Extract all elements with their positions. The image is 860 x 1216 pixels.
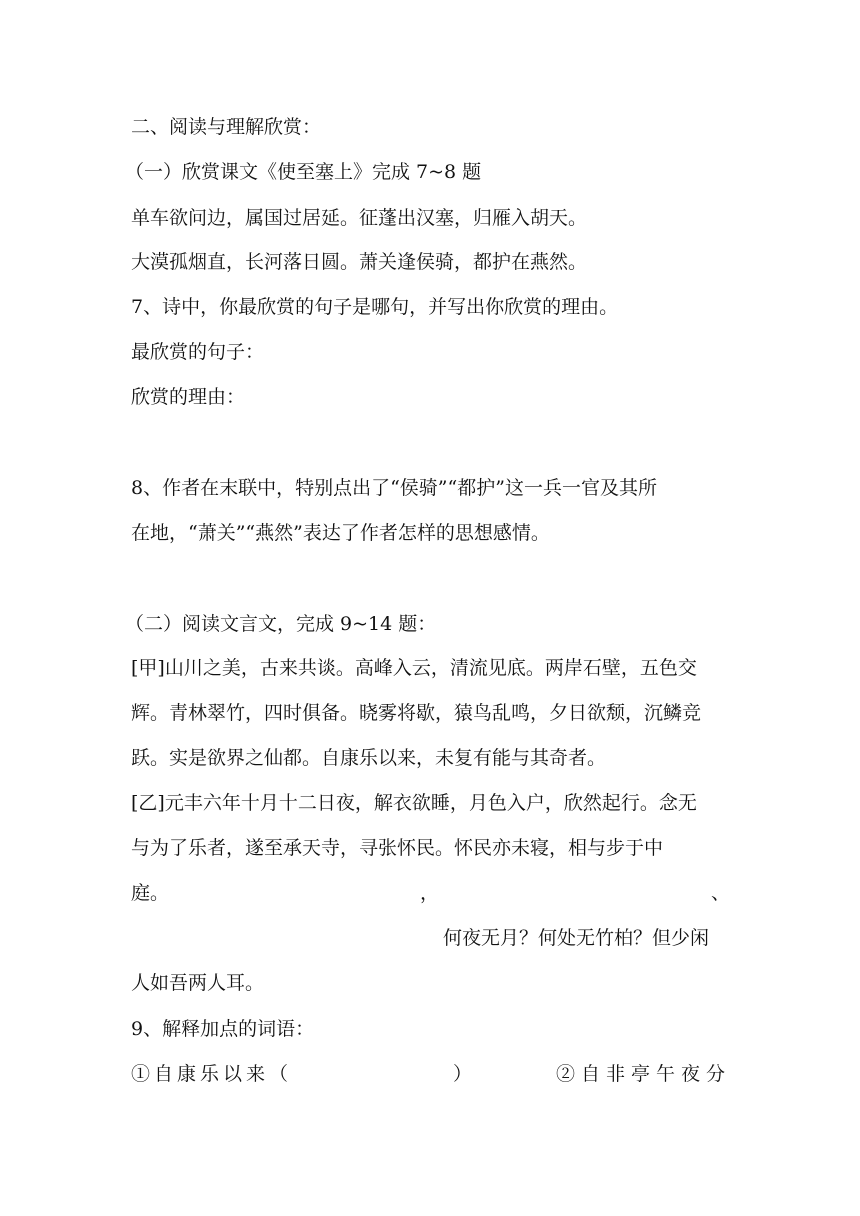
passage-yi-line-3-end: 、: [711, 882, 731, 904]
q7-sentence-label: 最欣赏的句子：: [131, 341, 265, 363]
passage-jia-line-2: 辉。青林翠竹，四时俱备。晓雾将歇，猿鸟乱鸣，夕日欲颓，沉鳞竞: [131, 702, 702, 724]
part2-heading: （二）阅读文言文，完成 9~14 题：: [125, 613, 437, 635]
passage-yi-line-2: 与为了乐者，遂至承天寺，寻张怀民。怀民亦未寝，相与步于中: [131, 837, 664, 859]
question-8-line-2: 在地，“萧关”“燕然”表达了作者怎样的思想感情。: [131, 522, 550, 544]
passage-yi-line-5: 人如吾两人耳。: [131, 972, 265, 994]
passage-yi-line-3-start: 庭。: [131, 882, 170, 904]
q9-item-1: ①自康乐以来（: [131, 1063, 293, 1085]
question-9: 9、解释加点的词语：: [131, 1018, 315, 1040]
section-title: 二、阅读与理解欣赏：: [131, 116, 322, 138]
passage-jia-line-3: 跃。实是欲界之仙都。自康乐以来，未复有能与其奇者。: [131, 747, 607, 769]
part1-heading: （一）欣赏课文《使至塞上》完成 7~8 题: [125, 161, 482, 183]
passage-yi-line-4: 何夜无月？何处无竹柏？但少闲: [443, 927, 710, 949]
passage-yi-line-1: [乙]元丰六年十月十二日夜，解衣欲睡，月色入户，欣然起行。念无: [131, 792, 697, 814]
q9-item-2: ②自非亭午夜分: [556, 1063, 732, 1085]
question-8-line-1: 8、作者在末联中，特别点出了“侯骑”“都护”这一兵一官及其所: [131, 477, 657, 499]
question-7: 7、诗中，你最欣赏的句子是哪句，并写出你欣赏的理由。: [131, 296, 619, 318]
passage-yi-line-3-comma: ，: [420, 882, 440, 904]
passage-jia-line-1: [甲]山川之美，古来共谈。高峰入云，清流见底。两岸石壁，五色交: [131, 657, 697, 679]
q9-item-1-close: ）: [453, 1063, 473, 1085]
poem-line-1: 单车欲问边，属国过居延。征蓬出汉塞，归雁入胡天。: [131, 207, 588, 229]
poem-line-2: 大漠孤烟直，长河落日圆。萧关逢侯骑，都护在燕然。: [131, 251, 588, 273]
q7-reason-label: 欣赏的理由：: [131, 386, 246, 408]
